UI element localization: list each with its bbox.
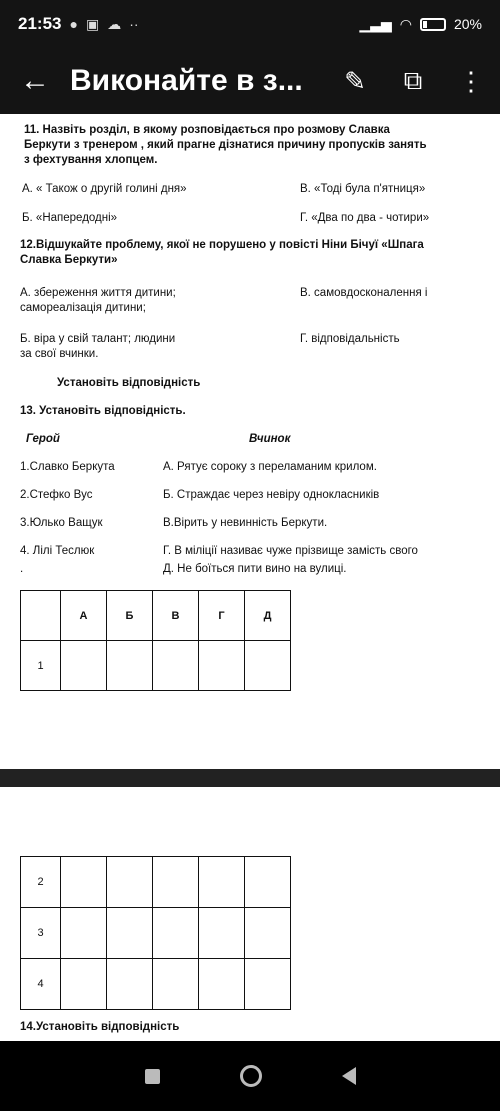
more-vertical-icon[interactable]: ⋮ bbox=[458, 65, 484, 96]
table-cell bbox=[61, 641, 107, 691]
hero-1: 1.Славко Беркута bbox=[20, 461, 115, 473]
table-header-v: В bbox=[153, 591, 199, 641]
more-notifications-icon: ·· bbox=[129, 16, 139, 32]
edit-pencil-icon[interactable]: ✎ bbox=[344, 65, 366, 96]
battery-icon bbox=[420, 18, 446, 31]
signal-icon: ▁▃▅ bbox=[359, 15, 392, 32]
page-gap bbox=[0, 769, 500, 787]
hero-2: 2.Стефко Вус bbox=[20, 489, 93, 501]
table-header-d: Д bbox=[245, 591, 291, 641]
q12-option-g: Г. відповідальність bbox=[300, 333, 400, 345]
deed-a: А. Рятує сороку з переламаним крилом. bbox=[163, 461, 377, 473]
table-cell bbox=[153, 908, 199, 959]
app-title: Виконайте в з... bbox=[70, 64, 303, 97]
table-corner-cell bbox=[21, 591, 61, 641]
table-cell bbox=[199, 908, 245, 959]
table-cell bbox=[107, 959, 153, 1010]
table-header-g: Г bbox=[199, 591, 245, 641]
table-header-a: А bbox=[61, 591, 107, 641]
table-cell bbox=[199, 857, 245, 908]
stray-dot: . bbox=[20, 563, 24, 575]
column-hero: Герой bbox=[26, 433, 60, 445]
document-page-1 bbox=[0, 114, 500, 769]
deed-d: Д. Не боїться пити вино на вулиці. bbox=[163, 563, 347, 575]
status-bar bbox=[0, 0, 500, 48]
row-label-2: 2 bbox=[21, 857, 61, 908]
recent-apps-icon[interactable] bbox=[145, 1069, 160, 1084]
row-label-4: 4 bbox=[21, 959, 61, 1010]
table-cell bbox=[153, 641, 199, 691]
wifi-icon: ◠ bbox=[399, 15, 412, 32]
table-cell bbox=[61, 908, 107, 959]
back-triangle-icon[interactable] bbox=[342, 1067, 356, 1085]
table-cell bbox=[199, 641, 245, 691]
column-deed: Вчинок bbox=[249, 433, 291, 445]
row-label-3: 3 bbox=[21, 908, 61, 959]
q12-option-b: Б. віра у свій талант; людини за свої вчинки. bbox=[20, 333, 176, 360]
table-cell bbox=[61, 959, 107, 1010]
chat-icon: ● bbox=[69, 16, 78, 32]
q12-option-v: В. самовдосконалення і bbox=[300, 287, 428, 299]
group-icon: ▣ bbox=[85, 15, 100, 32]
q11-option-a: А. « Також о другій голині дня» bbox=[22, 183, 187, 195]
home-icon[interactable] bbox=[240, 1065, 262, 1087]
table-header-b: Б bbox=[107, 591, 153, 641]
table-cell bbox=[245, 908, 291, 959]
table-cell bbox=[245, 959, 291, 1010]
table-cell bbox=[61, 857, 107, 908]
battery-level: 20% bbox=[453, 16, 482, 32]
row-label-1: 1 bbox=[21, 641, 61, 691]
cloud-icon: ☁ bbox=[107, 15, 122, 32]
q11-option-g: Г. «Два по два - чотири» bbox=[300, 212, 430, 224]
answer-table-part-1 bbox=[20, 590, 291, 691]
deed-v: В.Вірить у невинність Беркути. bbox=[163, 517, 328, 529]
open-external-icon[interactable]: ⧉ bbox=[403, 65, 423, 95]
table-cell bbox=[199, 959, 245, 1010]
q11-option-v: В. «Тоді була п'ятниця» bbox=[300, 183, 426, 195]
deed-b: Б. Страждає через невіру однокласників bbox=[163, 489, 380, 501]
table-row bbox=[21, 857, 291, 908]
table-cell bbox=[107, 857, 153, 908]
question-14-text: 14.Установіть відповідність bbox=[20, 1021, 180, 1033]
table-cell bbox=[153, 857, 199, 908]
table-cell bbox=[107, 908, 153, 959]
table-cell bbox=[245, 857, 291, 908]
q11-option-b: Б. «Напередодні» bbox=[22, 212, 118, 224]
question-12-text: 12.Відшукайте проблему, якої не порушено у повісті Ніни Бічуї «Шпага Славка Беркути» bbox=[20, 239, 424, 266]
status-time: 21:53 bbox=[18, 14, 62, 33]
back-arrow-icon[interactable]: ← bbox=[20, 64, 50, 97]
section-heading: Установіть відповідність bbox=[57, 377, 201, 389]
table-cell bbox=[245, 641, 291, 691]
q12-option-a: А. збереження життя дитини; самореалізація дитини; bbox=[20, 287, 176, 314]
hero-4: 4. Лілі Теслюк bbox=[20, 545, 95, 557]
deed-g: Г. В міліції називає чуже прізвище замість свого bbox=[163, 545, 418, 557]
table-row bbox=[21, 959, 291, 1010]
question-13-text: 13. Установіть відповідність. bbox=[20, 405, 186, 417]
table-cell bbox=[153, 959, 199, 1010]
system-nav-bar bbox=[0, 1041, 500, 1111]
answer-table-part-2 bbox=[20, 856, 291, 1010]
document-page-2 bbox=[0, 787, 500, 1041]
table-row bbox=[21, 908, 291, 959]
hero-3: 3.Юлько Ващук bbox=[20, 517, 103, 529]
table-cell bbox=[107, 641, 153, 691]
app-bar bbox=[0, 48, 500, 114]
table-row bbox=[21, 641, 291, 691]
question-11-text: 11. Назвіть розділ, в якому розповідається про розмову Славка Беркути з тренером , який прагне дізнатися причину пропусків занять з фехтування хлопцем. bbox=[24, 124, 427, 166]
